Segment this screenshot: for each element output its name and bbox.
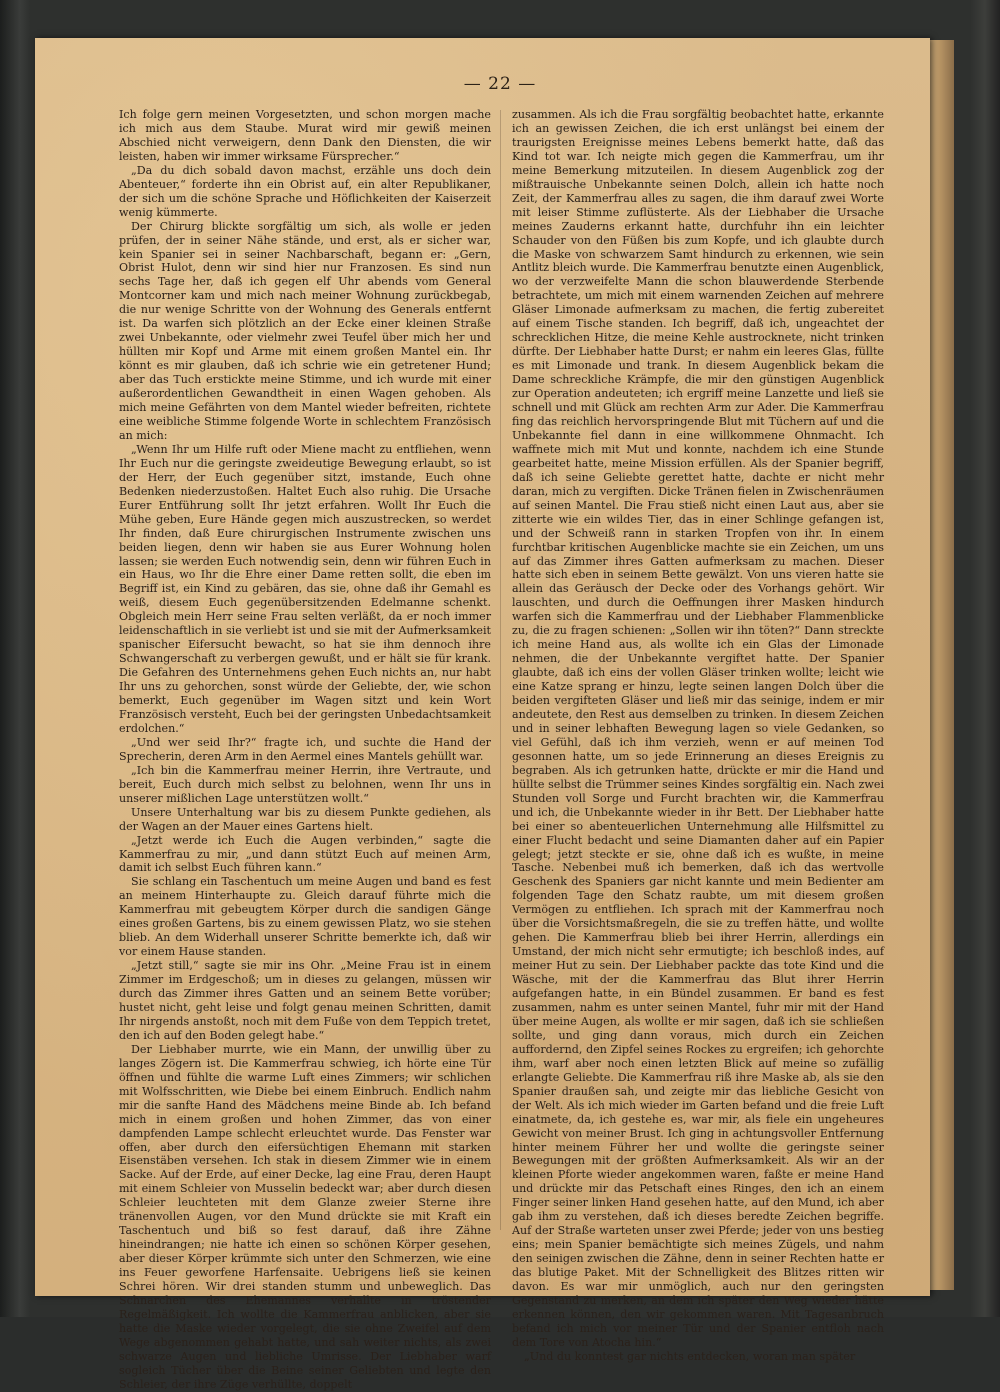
paragraph: „Und wer seid Ihr?“ fragte ich, und suchte die Hand der Sprecherin, deren Arm in den Aermel eines Mantels gehüllt war. [119, 735, 491, 763]
paragraph: Der Chirurg blickte sorgfältig um sich, als wolle er jeden prüfen, der in seiner Nähe stände, und erst, als er sicher war, kein Spanier sei in seiner Nachbarschaft, begann er: „Gern, Obrist Hulot, denn wir sind hier nur Franzosen. Es sind nun sechs Tage her, daß ich gegen elf Uhr abends vom General Montcorner kam und mich nach meiner Wohnung zurückbegab, die nur wenige Schritte von der Wohnung des Generals entfernt ist. Da warfen sich plötzlich an der Ecke einer kleinen Straße zwei Unbekannte, oder vielmehr zwei Teufel über mich her und hüllten mir Kopf und Arme mit einem großen Mantel ein. Ihr könnt es mir glauben, daß ich schrie wie ein getretener Hund; aber das Tuch erstickte meine Stimme, und ich wurde mit einer außerordentlichen Gewandtheit in einen Wagen gehoben. Als mich meine Gefährten von dem Mantel wieder befreiten, richtete eine weibliche Stimme folgende Worte in schlechtem Französisch an mich: [119, 219, 491, 442]
paragraph: „Jetzt still,“ sagte sie mir ins Ohr. „Meine Frau ist in einem Zimmer im Erdgeschoß; um in dieses zu gelangen, müssen wir durch das Zimmer ihres Gatten und an seinem Bette vorüber; hustet nicht, geht leise und folgt genau meinen Schritten, damit Ihr nirgends anstoßt, noch mit dem Fuße von dem Teppich tretet, den ich auf den Boden gelegt habe.“ [119, 959, 491, 1042]
column-divider [500, 110, 501, 1230]
paragraph: Der Liebhaber murrte, wie ein Mann, der unwillig über zu langes Zögern ist. Die Kammerfrau schwieg, ich hörte eine Tür öffnen und fühlte die warme Luft eines Zimmers; wir schlichen mit Wolfsschritten, wie Diebe bei einem Einbruch. Endlich nahm mir die sanfte Hand des Mädchens meine Binde ab. Ich befand mich in einem großen und hohen Zimmer, das von einer dampfenden Lampe schlecht erleuchtet wurde. Das Fenster war offen, aber durch den eifersüchtigen Ehemann mit starken Eisenstäben versehen. Ich stak in diesem Zimmer wie in einem Sacke. Auf der Erde, auf einer Decke, lag eine Frau, deren Haupt mit einem Schleier von Musselin bedeckt war; aber durch diesen Schleier leuchteten mit dem Glanze zweier Sterne ihre tränenvollen Augen, vor den Mund drückte sie mit Kraft ein Taschentuch und biß so fest darauf, daß ihre Zähne hineindrangen; nie hatte ich einen so schönen Körper gesehen, aber dieser Körper krümmte sich unter den Schmerzen, wie eine ins Feuer geworfene Harfensaite. Uebrigens ließ sie keinen Schrei hören. Wir drei standen stumm und unbeweglich. Das Schnarchen des Ehemannes verhallte in tröstender Regelmäßigkeit. Ich wollte die Kammerfrau anblicken, aber sie hatte die Maske wieder vorgelegt, die sie ohne Zweifel auf dem Wege abgenommen gehabt hatte, und sah weiter nichts, als zwei schwarze Augen und liebliche Umrisse. Der Liebhaber warf sogleich Tücher über die Beine seiner Geliebten und legte den Schleier, der ihre Züge verhüllte, doppelt [119, 1042, 491, 1391]
paragraph: „Jetzt werde ich Euch die Augen verbinden,“ sagte die Kammerfrau zu mir, „und dann stützt Euch auf meinen Arm, damit ich selbst Euch führen kann.“ [119, 833, 491, 875]
paragraph: Ich folge gern meinen Vorgesetzten, und schon morgen mache ich mich aus dem Staube. Murat wird mir gewiß meinen Abschied nicht verweigern, denn Dank den Diensten, die wir leisten, haben wir immer wirksame Fürsprecher.“ [119, 108, 491, 163]
text-column-right [512, 108, 884, 1363]
paragraph: „Da du dich sobald davon machst, erzähle uns doch dein Abenteuer,“ forderte ihn ein Obrist auf, ein alter Republikaner, der sich um die schöne Sprache und Höflichkeiten der Kaiserzeit wenig kümmerte. [119, 163, 491, 219]
text-column-left [119, 108, 491, 1391]
page-edge [930, 40, 954, 1290]
paragraph: zusammen. Als ich die Frau sorgfältig beobachtet hatte, erkannte ich an gewissen Zeichen, die ich erst unlängst bei einem der traurigsten Ereignisse meines Lebens bemerkt hatte, daß das Kind tot war. Ich neigte mich gegen die Kammerfrau, um ihr meine Bemerkung mitzuteilen. In diesem Augenblick zog der mißtrauische Unbekannte seinen Dolch, allein ich hatte noch Zeit, der Kammerfrau alles zu sagen, die ihm darauf zwei Worte mit leiser Stimme zuflüsterte. Als der Liebhaber die Ursache meines Zauderns erkannt hatte, durchfuhr ihn ein leichter Schauder von den Füßen bis zum Kopfe, und ich glaubte durch die Maske von schwarzem Samt hindurch zu erkennen, wie sein Antlitz bleich wurde. Die Kammerfrau benutzte einen Augenblick, wo der verzweifelte Mann die schon blauwerdende Sterbende betrachtete, um mich mit einem warnenden Zeichen auf mehrere Gläser Limonade aufmerksam zu machen, die fertig zubereitet auf einem Tische standen. Ich begriff, daß ich, ungeachtet der schrecklichen Hitze, die meine Kehle austrocknete, nicht trinken dürfte. Der Liebhaber hatte Durst; er nahm ein leeres Glas, füllte es mit Limonade und trank. In diesem Augenblick bekam die Dame schreckliche Krämpfe, die mir den günstigen Augenblick zur Operation andeuteten; ich ergriff meine Lanzette und ließ sie schnell und mit Glück am rechten Arm zur Ader. Die Kammerfrau fing das reichlich hervorspringende Blut mit Tüchern auf und die Unbekannte fiel dann in eine willkommene Ohnmacht. Ich waffnete mich mit Mut und konnte, nachdem ich eine Stunde gearbeitet hatte, meine Mission erfüllen. Als der Spanier begriff, daß ich seine Geliebte gerettet hatte, dachte er nicht mehr daran, mich zu vergiften. Dicke Tränen fielen in Zwischenräumen auf seinen Mantel. Die Frau stieß nicht einen Laut aus, aber sie zitterte wie ein wildes Tier, das in einer Schlinge gefangen ist, und der Schweiß rann in starken Tropfen von ihr. In einem furchtbar kritischen Augenblicke machte sie ein Zeichen, um uns auf das Zimmer ihres Gatten aufmerksam zu machen. Dieser hatte sich eben in seinem Bette gewälzt. Von uns vieren hatte sie allein das Geräusch der Decke oder des Vorhangs gehört. Wir lauschten, und durch die Oeffnungen ihrer Masken hindurch warfen sich die Kammerfrau und der Liebhaber Flammenblicke zu, die zu fragen schienen: „Sollen wir ihn töten?“ Dann streckte ich meine Hand aus, als wollte ich ein Glas der Limonade nehmen, die der Unbekannte vergiftet hatte. Der Spanier glaubte, daß ich eins der vollen Gläser trinken wollte; leicht wie eine Katze sprang er hinzu, legte seinen langen Dolch über die beiden vergifteten Gläser und ließ mir das seinige, indem er mir andeutete, den Rest aus demselben zu trinken. In diesem Zeichen und in seiner lebhaften Bewegung lagen so viele Gedanken, so viel Gefühl, daß ich ihm verzieh, wenn er auf meinen Tod gesonnen hatte, um so jede Erinnerung an dieses Ereignis zu begraben. Als ich getrunken hatte, drückte er mir die Hand und hüllte selbst die Trümmer seines Kindes sorgfältig ein. Nach zwei Stunden voll Sorge und Furcht brachten wir, die Kammerfrau und ich, die Unbekannte wieder in ihr Bett. Der Liebhaber hatte bei einer so abenteuerlichen Unternehmung alle Hilfsmittel zu einer Flucht bedacht und seine Diamanten daher auf ein Papier gelegt; jetzt steckte er sie, ohne daß ich es wußte, in meine Tasche. Nebenbei muß ich bemerken, daß ich das wertvolle Geschenk des Spaniers gar nicht kannte und mein Bedienter am folgenden Tage den Schatz raubte, um mit diesem großen Vermögen zu entfliehen. Ich sprach mit der Kammerfrau noch über die Vorsichtsmaßregeln, die sie zu treffen hätte, und wollte gehen. Die Kammerfrau blieb bei ihrer Herrin, allerdings ein Umstand, der mich nicht sehr ermutigte; ich beschloß indes, auf meiner Hut zu sein. Der Liebhaber packte das tote Kind und die Wäsche, mit der die Kammerfrau das Blut ihrer Herrin aufgefangen hatte, in ein Bündel zusammen. Er band es fest zusammen, nahm es unter seinen Mantel, fuhr mir mit der Hand über meine Augen, als wollte er mir sagen, daß ich sie schließen sollte, und ging dann voraus, mich durch ein Zeichen auffordernd, den Zipfel seines Rockes zu ergreifen; ich gehorchte ihm, warf aber noch einen letzten Blick auf meine so zufällig erlangte Geliebte. Die Kammerfrau riß ihre Maske ab, als sie den Spanier draußen sah, und zeigte mir das liebliche Gesicht von der Welt. Als ich mich wieder im Garten befand und die freie Luft einatmete, da, ich gestehe es, war mir, als fiele ein ungeheures Gewicht von meiner Brust. Ich ging in achtungsvoller Entfernung hinter meinem Führer her und wollte die geringste seiner Bewegungen mit der größten Aufmerksamkeit. Als wir an der kleinen Pforte wieder angekommen waren, faßte er meine Hand und drückte mir das Petschaft eines Ringes, den ich an einem Finger seiner linken Hand gesehen hatte, auf den Mund, ich aber gab ihm zu verstehen, daß ich dieses beredte Zeichen begriffe. Auf der Straße warteten unser zwei Pferde; jeder von uns bestieg eins; mein Spanier bemächtigte sich meines Zügels, und nahm den seinigen zwischen die Zähne, denn in seiner Rechten hatte er das blutige Paket. Mit der Schnelligkeit des Blitzes ritten wir davon. Es war mir unmöglich, auch nur den geringsten Gegenstand zu merken, an dem ich später den Weg wieder hätte erkennen können, den wir gekommen waren. Mit Tagesanbruch befand ich mich vor meiner Tür und der Spanier entfloh nach dem Tore von Atocha hin.“ [512, 108, 884, 1349]
paragraph: „Wenn Ihr um Hilfe ruft oder Miene macht zu entfliehen, wenn Ihr Euch nur die geringste zweideutige Bewegung erlaubt, so ist der Herr, der Euch gegenüber sitzt, imstande, Euch ohne Bedenken niederzustoßen. Haltet Euch also ruhig. Die Ursache Eurer Entführung sollt Ihr jetzt erfahren. Wollt Ihr Euch die Mühe geben, Eure Hände gegen mich auszustrecken, so werdet Ihr finden, daß Eure chirurgischen Instrumente zwischen uns beiden liegen, denn wir haben sie aus Eurer Wohnung holen lassen; sie werden Euch notwendig sein, denn wir führen Euch in ein Haus, wo Ihr die Ehre einer Dame retten sollt, die eben im Begriff ist, ein Kind zu gebären, das sie, ohne daß ihr Gemahl es weiß, diesem Euch gegenübersitzenden Edelmanne schenkt. Obgleich mein Herr seine Frau selten verläßt, da er noch immer leidenschaftlich in sie verliebt ist und sie mit der Aufmerksamkeit spanischer Eifersucht bewacht, so hat sie ihm dennoch ihre Schwangerschaft zu verbergen gewußt, und er hält sie für krank. Die Gefahren des Unternehmens gehen Euch nichts an, nur habt Ihr uns zu gehorchen, sonst würde der Geliebte, der, wie schon bemerkt, Euch gegenüber im Wagen sitzt und kein Wort Französisch versteht, Euch bei der geringsten Unbedachtsamkeit erdolchen.“ [119, 442, 491, 735]
paragraph: „Und du konntest gar nichts entdecken, woran man später [524, 1349, 856, 1363]
paragraph: „Ich bin die Kammerfrau meiner Herrin, ihre Vertraute, und bereit, Euch durch mich selbst zu belohnen, wenn Ihr uns in unserer mißlichen Lage unterstützen wollt.“ [119, 763, 491, 805]
page-number: — 22 — [463, 74, 537, 94]
paragraph: Unsere Unterhaltung war bis zu diesem Punkte gediehen, als der Wagen an der Mauer eines Gartens hielt. [119, 805, 491, 833]
paragraph: Sie schlang ein Taschentuch um meine Augen und band es fest an meinem Hinterhaupte zu. Gleich darauf führte mich die Kammerfrau mit gebeugtem Körper durch die sandigen Gänge eines großen Gartens, bis zu einem gewissen Platz, wo sie stehen blieb. An dem Widerhall unserer Schritte bemerkte ich, daß wir vor einem Hause standen. [119, 875, 491, 959]
